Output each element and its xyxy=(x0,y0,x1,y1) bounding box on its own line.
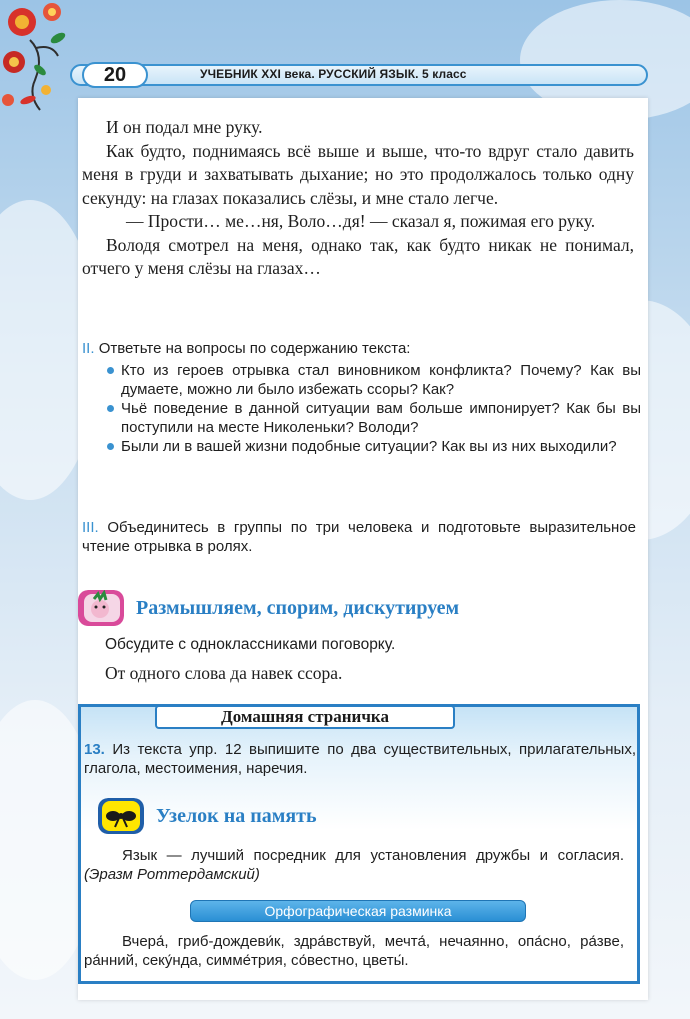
task-text: Ответьте на вопросы по содержанию текста: xyxy=(98,340,411,357)
spelling-words xyxy=(84,932,624,970)
proverb: От одного слова да навек ссора. xyxy=(105,663,343,683)
quote-author: (Эразм Роттердамский) xyxy=(84,866,260,883)
spelling-warmup-title: Орфографическая разминка xyxy=(190,900,526,922)
book-title: УЧЕБНИК XXI века. РУССКИЙ ЯЗЫК. 5 класс xyxy=(200,67,467,81)
quote-text: Язык — лучший посредник для установления дружбы и согласия. xyxy=(122,847,624,864)
floral-ornament-icon xyxy=(0,0,80,130)
memo-quote xyxy=(84,846,624,884)
task-3 xyxy=(82,518,636,556)
task-2 xyxy=(82,339,642,358)
story-paragraph: И он подал мне руку. xyxy=(106,117,263,137)
task-2-bullets xyxy=(121,361,641,456)
story-paragraph: Как будто, поднимаясь всё выше и выше, что-то вдруг стало давить меня в груди и захватывать дыхание; но это продолжалось только одну секунду: на глазах показались слёзы, и мне стало легче. xyxy=(82,140,634,208)
word-list: Вчера́, гриб-дождеви́к, здра́вствуй, мечта́, нечаянно, опа́сно, ра́зве, ра́нний, секу́нда, симме́трия, со́вестно, цветы́. xyxy=(84,933,624,969)
memo-section-title: Узелок на память xyxy=(156,805,317,827)
discussion-icon xyxy=(78,590,124,626)
list-item: Чьё поведение в данной ситуации вам больше импонирует? Как бы вы поступили на месте Николеньки? Володи? xyxy=(121,399,641,437)
task-number: 13. xyxy=(84,741,105,758)
list-item: Были ли в вашей жизни подобные ситуации? Как вы из них выходили? xyxy=(121,437,641,456)
bullet-icon xyxy=(107,443,114,450)
discuss-text xyxy=(105,634,635,686)
discuss-line: Обсудите с одноклассниками поговорку. xyxy=(105,636,396,653)
story-paragraph: — Прости… ме…ня, Воло…дя! — сказал я, пожимая его руку. xyxy=(126,211,596,231)
homework-title: Домашняя страничка xyxy=(155,705,455,729)
bullet-icon xyxy=(107,405,114,412)
page-number: 20 xyxy=(82,62,148,88)
bullet-icon xyxy=(107,367,114,374)
homework-task xyxy=(84,740,636,778)
story-text xyxy=(82,116,634,281)
list-item: Кто из героев отрывка стал виновником конфликта? Почему? Как вы думаете, можно ли было избежать ссоры? Как? xyxy=(121,361,641,399)
story-paragraph: Володя смотрел на меня, однако так, как будто никак не понимал, отчего у меня слёзы на глазах… xyxy=(82,234,634,278)
task-text: Объединитесь в группы по три человека и подготовьте выразительное чтение отрывка в ролях. xyxy=(82,519,636,555)
task-text: Из текста упр. 12 выпишите по два существительных, прилагательных, глагола, местоимения, наречия. xyxy=(84,741,636,777)
knot-icon xyxy=(98,798,144,834)
task-numeral: II. xyxy=(82,340,95,357)
discuss-section-title: Размышляем, спорим, дискутируем xyxy=(136,597,460,619)
task-numeral: III. xyxy=(82,519,99,536)
